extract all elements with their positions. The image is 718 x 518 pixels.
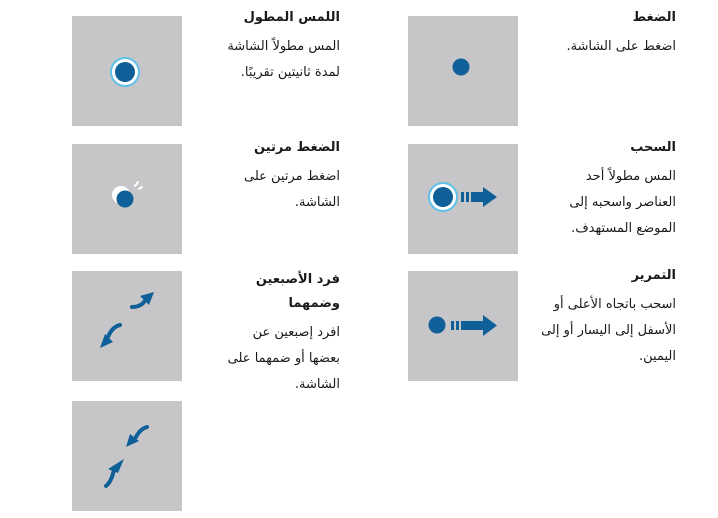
tap-description <box>530 34 676 60</box>
double-tap-text <box>196 136 340 216</box>
double-tap-title: الضغط مرتين <box>254 140 340 155</box>
spread-pinch-text <box>196 268 340 398</box>
swipe-title: التمرير <box>631 268 676 283</box>
tap-text <box>530 6 676 60</box>
spread-pinch-title-line: وضمهما <box>288 296 340 311</box>
double-tap-tile <box>72 144 182 254</box>
drag-title: السحب <box>630 140 676 155</box>
double-tap-description <box>196 164 340 216</box>
swipe-description <box>520 292 676 370</box>
tap-tile <box>408 16 518 126</box>
tap-icon <box>408 16 518 126</box>
swipe-desc-line: اسحب باتجاه الأعلى أو <box>553 297 676 312</box>
double-tap-icon <box>72 144 182 254</box>
double-tap-desc-line: الشاشة. <box>294 195 340 210</box>
spread-pinch-desc-line: افرد إصبعين عن <box>252 325 340 340</box>
swipe-desc-line: اليمين. <box>639 349 676 364</box>
drag-desc-line: العناصر واسحبه إلى <box>569 195 676 210</box>
drag-desc-line: المس مطولاً أحد <box>585 169 676 184</box>
drag-description <box>530 164 676 242</box>
swipe-text <box>520 264 676 370</box>
long-press-text <box>196 6 340 86</box>
swipe-desc-line: الأسفل إلى اليسار أو إلى <box>541 323 676 338</box>
spread-icon <box>72 271 182 381</box>
spread-pinch-title <box>196 268 340 316</box>
drag-icon <box>408 144 518 254</box>
long-press-desc-line: المس مطولاً الشاشة <box>227 39 340 54</box>
long-press-description <box>196 34 340 86</box>
long-press-icon <box>72 16 182 126</box>
swipe-icon <box>408 271 518 381</box>
drag-text <box>530 136 676 242</box>
pinch-tile <box>72 401 182 511</box>
double-tap-desc-line: اضغط مرتين على <box>244 169 340 184</box>
drag-tile <box>408 144 518 254</box>
spread-pinch-description <box>196 320 340 398</box>
spread-tile <box>72 271 182 381</box>
long-press-tile <box>72 16 182 126</box>
spread-pinch-desc-line: الشاشة. <box>294 377 340 392</box>
tap-title: الضغط <box>632 10 676 25</box>
long-press-desc-line: لمدة ثانيتين تقريبًا. <box>240 65 340 80</box>
swipe-tile <box>408 271 518 381</box>
spread-pinch-desc-line: بعضها أو ضمهما على <box>227 351 340 366</box>
pinch-icon <box>72 401 182 511</box>
long-press-title: اللمس المطول <box>243 10 340 25</box>
drag-desc-line: الموضع المستهدف. <box>571 221 676 236</box>
tap-desc-line: اضغط على الشاشة. <box>566 39 676 54</box>
spread-pinch-title-line: فرد الأصبعين <box>255 272 340 287</box>
